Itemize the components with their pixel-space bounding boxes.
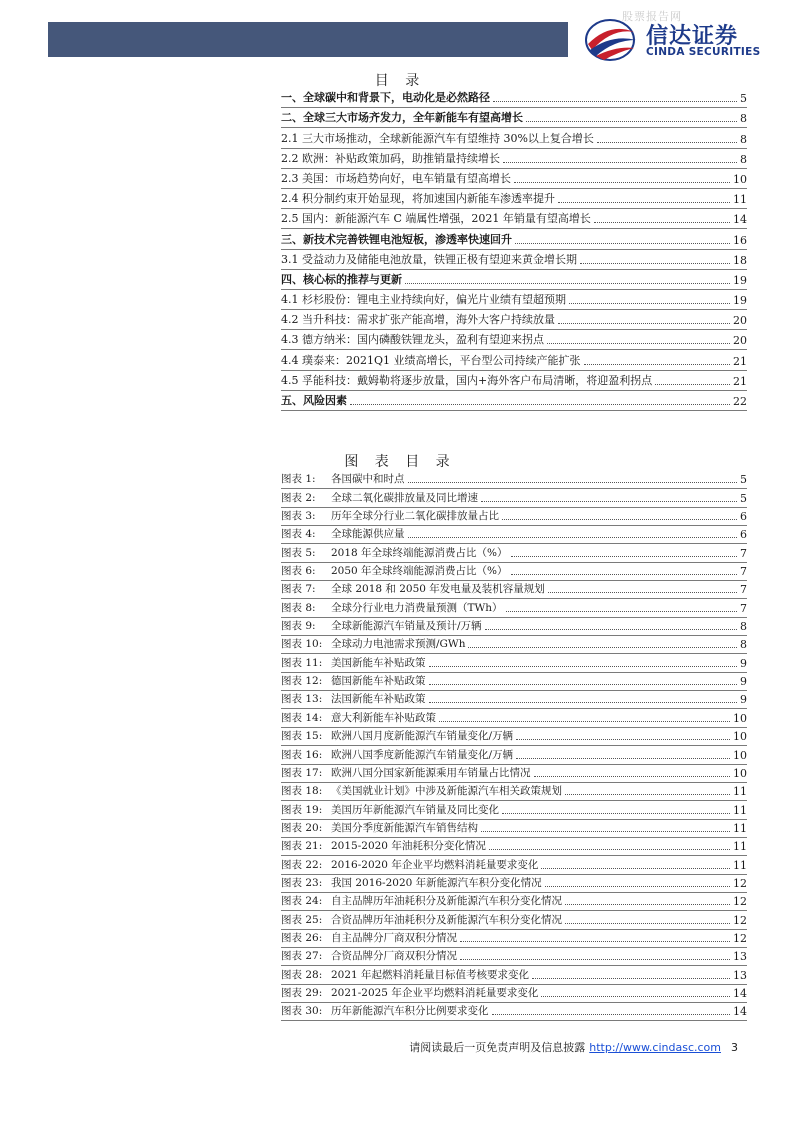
cinda-globe-icon bbox=[582, 18, 640, 62]
figure-leader-dots bbox=[408, 482, 738, 483]
figure-entry-title: 全球能源供应量 bbox=[331, 528, 405, 541]
figure-leader-dots bbox=[460, 941, 730, 942]
toc-entry[interactable] bbox=[281, 391, 747, 411]
toc-entry-title: 2.1 三大市场推动，全球新能源汽车有望维持 30%以上复合增长 bbox=[281, 131, 594, 145]
toc-entry[interactable] bbox=[281, 290, 747, 310]
figure-entry-title: 2050 年全球终端能源消费占比（%） bbox=[331, 565, 508, 578]
figure-entry[interactable] bbox=[281, 673, 747, 691]
figure-entry-page: 12 bbox=[733, 876, 747, 890]
figure-entry-label: 图表 17: bbox=[281, 766, 323, 779]
page-number: 3 bbox=[731, 1041, 738, 1054]
figure-entry-label: 图表 23: bbox=[281, 876, 323, 889]
toc-entry-title: 2.4 积分制约束开始显现，将加速国内新能车渗透率提升 bbox=[281, 192, 555, 206]
toc-leader-dots bbox=[526, 121, 737, 122]
figure-leader-dots bbox=[532, 978, 730, 979]
logo-chinese-name: 信达证券 bbox=[646, 24, 739, 49]
toc-entry-title: 2.3 美国：市场趋势向好，电车销量有望高增长 bbox=[281, 171, 511, 185]
logo-english-name: CINDA SECURITIES bbox=[646, 46, 761, 58]
toc-leader-dots bbox=[405, 283, 730, 284]
figure-entry[interactable] bbox=[281, 691, 747, 709]
figure-entry-page: 11 bbox=[733, 858, 747, 872]
figure-entry-title: 自主品牌分厂商双积分情况 bbox=[331, 931, 457, 944]
toc-entry[interactable] bbox=[281, 128, 747, 148]
figure-entry-page: 12 bbox=[733, 931, 747, 945]
figure-entry-label: 图表 24: bbox=[281, 895, 323, 908]
figure-entry[interactable] bbox=[281, 709, 747, 727]
figure-entry-page: 13 bbox=[733, 968, 747, 982]
figure-entry-label: 图表 3: bbox=[281, 510, 316, 523]
figure-entry[interactable] bbox=[281, 544, 747, 562]
figure-entry-title: 2021-2025 年企业平均燃料消耗量要求变化 bbox=[331, 986, 539, 999]
toc-entry-page: 8 bbox=[740, 132, 747, 146]
figure-entry-page: 13 bbox=[733, 950, 747, 964]
figure-leader-dots bbox=[468, 647, 737, 648]
figure-entry-title: 意大利新能车补贴政策 bbox=[331, 711, 436, 724]
toc-entry-page: 18 bbox=[733, 253, 747, 267]
figure-entry[interactable] bbox=[281, 654, 747, 672]
toc-leader-dots bbox=[493, 101, 737, 102]
toc-leader-dots bbox=[655, 384, 730, 385]
figure-entry-label: 图表 5: bbox=[281, 546, 316, 559]
toc-entry-title: 四、核心标的推荐与更新 bbox=[281, 272, 402, 286]
toc-entry[interactable] bbox=[281, 189, 747, 209]
toc-leader-dots bbox=[558, 323, 730, 324]
figure-leader-dots bbox=[489, 849, 730, 850]
figure-entry[interactable] bbox=[281, 1003, 747, 1021]
figure-entry-label: 图表 18: bbox=[281, 785, 323, 798]
figure-entry-label: 图表 2: bbox=[281, 491, 316, 504]
figure-entry-page: 9 bbox=[740, 656, 747, 670]
figure-entry-page: 10 bbox=[733, 730, 747, 744]
figure-entry[interactable] bbox=[281, 948, 747, 966]
figure-entry[interactable] bbox=[281, 563, 747, 581]
figure-entry-label: 图表 8: bbox=[281, 601, 316, 614]
figure-entry-label: 图表 20: bbox=[281, 821, 323, 834]
figure-entry-title: 各国碳中和时点 bbox=[331, 473, 405, 486]
figure-leader-dots bbox=[516, 758, 730, 759]
figure-entry-title: 2015-2020 年油耗积分变化情况 bbox=[331, 840, 486, 853]
toc-entry-title: 4.4 璞泰来：2021Q1 业绩高增长，平台型公司持续产能扩张 bbox=[281, 353, 581, 367]
figure-entry-page: 7 bbox=[740, 601, 747, 615]
figure-entry-label: 图表 13: bbox=[281, 693, 323, 706]
figure-leader-dots bbox=[408, 537, 738, 538]
figure-entry-title: 全球二氧化碳排放量及同比增速 bbox=[331, 491, 478, 504]
toc-entry-page: 8 bbox=[740, 112, 747, 126]
figure-entry-title: 全球新能源汽车销量及预计/万辆 bbox=[331, 620, 482, 633]
figure-entry-label: 图表 30: bbox=[281, 1005, 323, 1018]
toc-leader-dots bbox=[515, 243, 730, 244]
toc-entry-page: 21 bbox=[733, 354, 747, 368]
figure-entry-title: 自主品牌历年油耗积分及新能源汽车积分变化情况 bbox=[331, 895, 562, 908]
toc-entry-title: 三、新技术完善铁锂电池短板，渗透率快速回升 bbox=[281, 232, 512, 246]
toc-entry-title: 4.2 当升科技：需求扩张产能高增，海外大客户持续放量 bbox=[281, 313, 555, 327]
figure-entry-title: 合资品牌分厂商双积分情况 bbox=[331, 950, 457, 963]
figure-entry[interactable] bbox=[281, 728, 747, 746]
figure-entry-page: 5 bbox=[740, 491, 747, 505]
figure-entry-title: 历年新能源汽车积分比例要求变化 bbox=[331, 1005, 489, 1018]
figure-leader-dots bbox=[429, 666, 738, 667]
figure-leader-dots bbox=[511, 556, 737, 557]
toc-entry-page: 14 bbox=[733, 213, 747, 227]
toc-leader-dots bbox=[350, 404, 730, 405]
figure-entry-label: 图表 16: bbox=[281, 748, 323, 761]
figure-entry-page: 11 bbox=[733, 803, 747, 817]
figure-entry-label: 图表 14: bbox=[281, 711, 323, 724]
toc-entry-page: 5 bbox=[740, 92, 747, 106]
figure-entry-page: 7 bbox=[740, 565, 747, 579]
figure-entry-page: 10 bbox=[733, 766, 747, 780]
figure-entry-label: 图表 12: bbox=[281, 675, 323, 688]
figure-entry[interactable] bbox=[281, 783, 747, 801]
toc-entry-page: 19 bbox=[733, 273, 747, 287]
figure-entry-page: 8 bbox=[740, 620, 747, 634]
toc-list bbox=[281, 88, 747, 411]
figure-leader-dots bbox=[565, 923, 730, 924]
figure-entry-page: 14 bbox=[733, 1005, 747, 1019]
figure-entry-label: 图表 1: bbox=[281, 473, 316, 486]
toc-entry-page: 16 bbox=[733, 233, 747, 247]
footer-website-link[interactable]: http://www.cindasc.com bbox=[589, 1041, 721, 1054]
figure-leader-dots bbox=[429, 702, 738, 703]
figure-entry[interactable] bbox=[281, 911, 747, 929]
figure-entry-page: 6 bbox=[740, 528, 747, 542]
cinda-logo bbox=[582, 18, 782, 62]
toc-entry-title: 4.5 孚能科技：戴姆勒将逐步放量，国内+海外客户布局清晰，将迎盈利拐点 bbox=[281, 373, 653, 387]
figure-leader-dots bbox=[545, 886, 730, 887]
figure-entry[interactable] bbox=[281, 581, 747, 599]
figure-leader-dots bbox=[481, 501, 737, 502]
toc-entry[interactable] bbox=[281, 169, 747, 189]
figure-leader-dots bbox=[511, 574, 737, 575]
figure-entry-title: 欧洲八国分国家新能源乘用车销量占比情况 bbox=[331, 766, 531, 779]
figure-entry-label: 图表 28: bbox=[281, 968, 323, 981]
figure-entry-label: 图表 26: bbox=[281, 931, 323, 944]
toc-leader-dots bbox=[547, 343, 730, 344]
toc-entry-title: 4.1 杉杉股份：锂电主业持续向好，偏光片业绩有望超预期 bbox=[281, 293, 566, 307]
figure-entry-page: 14 bbox=[733, 986, 747, 1000]
figure-entry-label: 图表 29: bbox=[281, 986, 323, 999]
toc-entry[interactable] bbox=[281, 330, 747, 350]
toc-entry-page: 20 bbox=[733, 314, 747, 328]
figure-entry[interactable] bbox=[281, 636, 747, 654]
toc-entry-title: 2.5 国内：新能源汽车 C 端属性增强，2021 年销量有望高增长 bbox=[281, 212, 591, 226]
figure-entry-page: 9 bbox=[740, 675, 747, 689]
toc-entry-page: 10 bbox=[733, 172, 747, 186]
figure-leader-dots bbox=[429, 684, 738, 685]
figure-entry-page: 11 bbox=[733, 840, 747, 854]
header-bar bbox=[48, 22, 568, 57]
figure-entry-title: 2016-2020 年企业平均燃料消耗量要求变化 bbox=[331, 858, 539, 871]
figure-entry[interactable] bbox=[281, 489, 747, 507]
figure-leader-dots bbox=[460, 959, 730, 960]
figure-entry-label: 图表 9: bbox=[281, 620, 316, 633]
figure-entry[interactable] bbox=[281, 966, 747, 984]
figure-leader-dots bbox=[534, 776, 731, 777]
figure-entry-title: 2018 年全球终端能源消费占比（%） bbox=[331, 546, 508, 559]
toc-entry[interactable] bbox=[281, 371, 747, 391]
figure-entry[interactable] bbox=[281, 930, 747, 948]
figure-entry-title: 合资品牌历年油耗积分及新能源汽车积分变化情况 bbox=[331, 913, 562, 926]
figure-entry-title: 欧洲八国月度新能源汽车销量变化/万辆 bbox=[331, 730, 514, 743]
toc-leader-dots bbox=[594, 222, 730, 223]
figure-leader-dots bbox=[516, 739, 730, 740]
figure-entry[interactable] bbox=[281, 599, 747, 617]
toc-leader-dots bbox=[503, 162, 737, 163]
toc-entry[interactable] bbox=[281, 108, 747, 128]
toc-entry[interactable] bbox=[281, 229, 747, 249]
figure-entry-page: 7 bbox=[740, 546, 747, 560]
figure-entry-title: 2021 年起燃料消耗量目标值考核要求变化 bbox=[331, 968, 530, 981]
toc-leader-dots bbox=[514, 182, 730, 183]
figure-entry-title: 美国新能车补贴政策 bbox=[331, 656, 426, 669]
toc-entry-title: 五、风险因素 bbox=[281, 394, 347, 407]
figure-entry[interactable] bbox=[281, 746, 747, 764]
figure-entry-page: 10 bbox=[733, 748, 747, 762]
toc-leader-dots bbox=[584, 364, 731, 365]
figure-leader-dots bbox=[565, 794, 730, 795]
figure-entry-label: 图表 25: bbox=[281, 913, 323, 926]
figure-entry-title: 《美国就业计划》中涉及新能源汽车相关政策规划 bbox=[331, 785, 562, 798]
toc-entry-page: 8 bbox=[740, 152, 747, 166]
toc-leader-dots bbox=[597, 142, 737, 143]
toc-entry[interactable] bbox=[281, 310, 747, 330]
watermark-text: 股票报告网 bbox=[622, 10, 682, 23]
toc-entry[interactable] bbox=[281, 270, 747, 290]
figure-entry-title: 全球分行业电力消费量预测（TWh） bbox=[331, 601, 503, 614]
figure-entry-label: 图表 4: bbox=[281, 528, 316, 541]
toc-entry[interactable] bbox=[281, 88, 747, 108]
figure-leader-dots bbox=[492, 1014, 731, 1015]
figure-leader-dots bbox=[506, 611, 737, 612]
toc-leader-dots bbox=[580, 263, 730, 264]
figure-entry-label: 图表 11: bbox=[281, 656, 323, 669]
figure-entry-label: 图表 15: bbox=[281, 730, 323, 743]
toc-entry[interactable] bbox=[281, 149, 747, 169]
toc-entry-page: 22 bbox=[733, 395, 747, 408]
figure-entry-title: 法国新能车补贴政策 bbox=[331, 693, 426, 706]
figure-entry[interactable] bbox=[281, 820, 747, 838]
toc-entry[interactable] bbox=[281, 209, 747, 229]
figure-leader-dots bbox=[485, 629, 737, 630]
footer-disclaimer: 请阅读最后一页免责声明及信息披露 bbox=[409, 1041, 586, 1054]
figure-entry-title: 美国分季度新能源汽车销售结构 bbox=[331, 821, 478, 834]
figure-leader-dots bbox=[565, 904, 730, 905]
toc-entry-title: 3.1 受益动力及储能电池放量，铁锂正极有望迎来黄金增长期 bbox=[281, 252, 577, 266]
figure-entry-page: 11 bbox=[733, 821, 747, 835]
figure-entry-page: 8 bbox=[740, 638, 747, 652]
figure-entry[interactable] bbox=[281, 618, 747, 636]
figure-entry[interactable] bbox=[281, 801, 747, 819]
toc-entry[interactable] bbox=[281, 250, 747, 270]
figure-entry-page: 12 bbox=[733, 895, 747, 909]
figure-entry-title: 欧洲八国季度新能源汽车销量变化/万辆 bbox=[331, 748, 514, 761]
figure-entry-label: 图表 7: bbox=[281, 583, 316, 596]
figure-entry-title: 历年全球分行业二氧化碳排放量占比 bbox=[331, 510, 499, 523]
toc-leader-dots bbox=[569, 303, 730, 304]
figure-leader-dots bbox=[548, 592, 737, 593]
figure-entry-title: 美国历年新能源汽车销量及同比变化 bbox=[331, 803, 499, 816]
toc-leader-dots bbox=[558, 202, 730, 203]
figure-leader-dots bbox=[502, 813, 730, 814]
toc-entry-page: 11 bbox=[733, 193, 747, 207]
figure-entry-title: 全球动力电池需求预测/GWh bbox=[331, 638, 466, 651]
figure-entry-page: 12 bbox=[733, 913, 747, 927]
toc-title: 目 录 bbox=[374, 73, 426, 89]
figure-entry-label: 图表 10: bbox=[281, 638, 323, 651]
toc-entry-title: 二、全球三大市场齐发力，全年新能车有望高增长 bbox=[281, 111, 523, 125]
figure-leader-dots bbox=[502, 519, 737, 520]
toc-entry-page: 20 bbox=[733, 334, 747, 348]
figure-entry[interactable] bbox=[281, 471, 747, 489]
figure-entry[interactable] bbox=[281, 985, 747, 1003]
figure-entry-label: 图表 21: bbox=[281, 840, 323, 853]
toc-entry-title: 2.2 欧洲：补贴政策加码，助推销量持续增长 bbox=[281, 151, 500, 165]
toc-entry-page: 21 bbox=[733, 374, 747, 388]
toc-entry-title: 一、全球碳中和背景下，电动化是必然路径 bbox=[281, 91, 490, 105]
figure-leader-dots bbox=[439, 721, 730, 722]
figure-entry-page: 11 bbox=[733, 785, 747, 799]
toc-entry-page: 19 bbox=[733, 294, 747, 308]
figure-entry-page: 10 bbox=[733, 711, 747, 725]
figure-entry-label: 图表 22: bbox=[281, 858, 323, 871]
toc-entry[interactable] bbox=[281, 350, 747, 370]
figure-leader-dots bbox=[481, 831, 730, 832]
figure-entry-label: 图表 27: bbox=[281, 950, 323, 963]
figure-entry-page: 7 bbox=[740, 583, 747, 597]
figure-entry-label: 图表 19: bbox=[281, 803, 323, 816]
figure-entry[interactable] bbox=[281, 526, 747, 544]
toc-entry-title: 4.3 德方纳米：国内磷酸铁锂龙头，盈利有望迎来拐点 bbox=[281, 333, 544, 347]
figure-entry-label: 图表 6: bbox=[281, 565, 316, 578]
figure-entry-title: 全球 2018 和 2050 年发电量及装机容量规划 bbox=[331, 583, 545, 596]
figure-entry[interactable] bbox=[281, 765, 747, 783]
page-footer bbox=[409, 1039, 738, 1055]
figure-entry[interactable] bbox=[281, 856, 747, 874]
figure-entry[interactable] bbox=[281, 875, 747, 893]
figure-leader-dots bbox=[541, 868, 730, 869]
figure-entry[interactable] bbox=[281, 508, 747, 526]
figure-entry-title: 德国新能车补贴政策 bbox=[331, 675, 426, 688]
figure-entry-title: 我国 2016-2020 年新能源汽车积分变化情况 bbox=[331, 876, 542, 889]
figure-toc-list bbox=[281, 471, 747, 1021]
figure-entry[interactable] bbox=[281, 893, 747, 911]
figure-entry-page: 5 bbox=[740, 473, 747, 487]
figure-entry-page: 9 bbox=[740, 693, 747, 707]
figure-entry-page: 6 bbox=[740, 510, 747, 524]
figure-leader-dots bbox=[541, 996, 730, 997]
figure-toc-title: 图 表 目 录 bbox=[344, 454, 456, 470]
figure-entry[interactable] bbox=[281, 838, 747, 856]
